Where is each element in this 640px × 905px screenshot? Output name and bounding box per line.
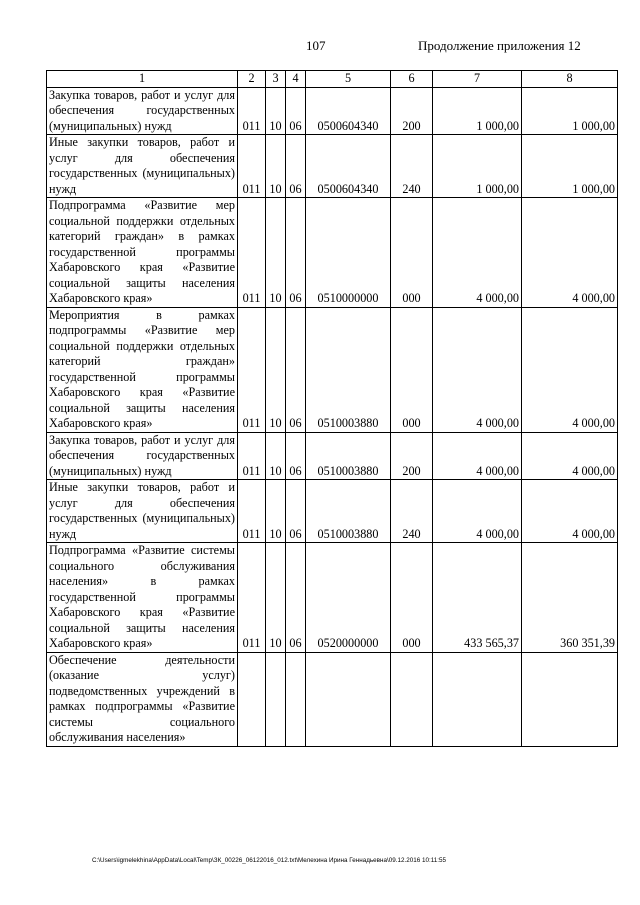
expense-type [391,652,433,746]
amount-col8: 1 000,00 [522,135,618,198]
row-name: Мероприятия в рамках подпрограммы «Развитие мер социальной поддержки отдельных категорий граждан» государственной программы Хабаровского края «Развитие социальной защиты населения Хабаровского края» [47,307,238,432]
table-row [47,480,618,543]
ministry-code: 011 [238,135,266,198]
target-article: 0510000000 [306,198,391,308]
subsection-code: 06 [286,307,306,432]
amount-col8: 4 000,00 [522,432,618,480]
ministry-code: 011 [238,198,266,308]
amount-col8: 1 000,00 [522,87,618,135]
target-article: 0510003880 [306,432,391,480]
expense-type: 200 [391,87,433,135]
row-name: Закупка товаров, работ и услуг для обеспечения государственных (муниципальных) нужд [47,87,238,135]
section-code: 10 [266,480,286,543]
section-code: 10 [266,198,286,308]
column-header: 4 [286,71,306,88]
table-row [47,135,618,198]
amount-col7: 4 000,00 [433,432,522,480]
table-row [47,652,618,746]
subsection-code: 06 [286,135,306,198]
table-row [47,432,618,480]
expense-type: 240 [391,480,433,543]
table-header-row [47,71,618,88]
expense-type: 000 [391,543,433,653]
amount-col7: 1 000,00 [433,135,522,198]
amount-col8: 4 000,00 [522,307,618,432]
amount-col8: 4 000,00 [522,198,618,308]
amount-col7: 433 565,37 [433,543,522,653]
section-code: 10 [266,543,286,653]
section-code [266,652,286,746]
target-article: 0500604340 [306,87,391,135]
ministry-code: 011 [238,432,266,480]
amount-col8: 4 000,00 [522,480,618,543]
ministry-code [238,652,266,746]
row-name: Иные закупки товаров, работ и услуг для обеспечения государственных (муниципальных) нужд [47,480,238,543]
table-row [47,307,618,432]
amount-col7: 4 000,00 [433,480,522,543]
section-code: 10 [266,432,286,480]
continuation-label: Продолжение приложения 12 [418,38,581,53]
subsection-code: 06 [286,543,306,653]
budget-table [46,70,618,747]
column-header: 3 [266,71,286,88]
table-row [47,198,618,308]
target-article: 0510003880 [306,307,391,432]
page-number: 107 [306,38,326,53]
ministry-code: 011 [238,480,266,543]
row-name: Обеспечение деятельности (оказание услуг) подведомственных учреждений в рамках подпрограммы «Развитие системы социального обслуживания населения» [47,652,238,746]
section-code: 10 [266,87,286,135]
column-header: 7 [433,71,522,88]
column-header: 5 [306,71,391,88]
table-row [47,543,618,653]
expense-type: 240 [391,135,433,198]
amount-col7: 1 000,00 [433,87,522,135]
subsection-code: 06 [286,87,306,135]
column-header: 8 [522,71,618,88]
subsection-code: 06 [286,198,306,308]
row-name: Иные закупки товаров, работ и услуг для обеспечения государственных (муниципальных) нужд [47,135,238,198]
column-header: 2 [238,71,266,88]
file-path-footer: C:\Users\igmelekhina\AppData\Local\Temp\ЗК_00226_06122016_012.txt\Мелехина Ирина Геннадьевна\09.12.2016 10:11:55 [92,857,447,864]
subsection-code: 06 [286,432,306,480]
amount-col7: 4 000,00 [433,307,522,432]
target-article: 0500604340 [306,135,391,198]
expense-type: 000 [391,307,433,432]
ministry-code: 011 [238,543,266,653]
subsection-code [286,652,306,746]
ministry-code: 011 [238,307,266,432]
column-header: 1 [47,71,238,88]
expense-type: 200 [391,432,433,480]
row-name: Подпрограмма «Развитие системы социального обслуживания населения» в рамках государственной программы Хабаровского края «Развитие социальной защиты населения Хабаровского края» [47,543,238,653]
amount-col7 [433,652,522,746]
amount-col8 [522,652,618,746]
target-article [306,652,391,746]
row-name: Закупка товаров, работ и услуг для обеспечения государственных (муниципальных) нужд [47,432,238,480]
row-name: Подпрограмма «Развитие мер социальной поддержки отдельных категорий граждан» в рамках государственной программы Хабаровского края «Развитие социальной защиты населения Хабаровского края» [47,198,238,308]
ministry-code: 011 [238,87,266,135]
table-row [47,87,618,135]
section-code: 10 [266,135,286,198]
amount-col8: 360 351,39 [522,543,618,653]
target-article: 0520000000 [306,543,391,653]
section-code: 10 [266,307,286,432]
column-header: 6 [391,71,433,88]
amount-col7: 4 000,00 [433,198,522,308]
target-article: 0510003880 [306,480,391,543]
subsection-code: 06 [286,480,306,543]
expense-type: 000 [391,198,433,308]
